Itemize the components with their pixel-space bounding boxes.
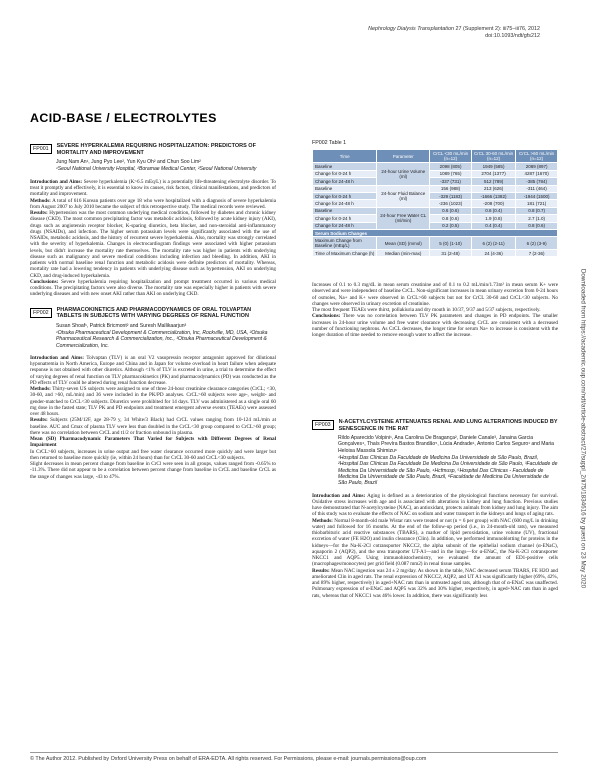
table-cell: Change for 0-24 h <box>313 192 377 199</box>
abstract-paragraph <box>312 568 558 599</box>
journal-header <box>0 26 540 40</box>
abstract-fp003 <box>312 419 558 599</box>
table-row <box>313 222 558 229</box>
journal-name: Nephrology Dialysis Transplantation <box>368 26 454 32</box>
table-cell: -1944 (1500) <box>516 192 558 199</box>
abstract-paragraph <box>30 386 276 417</box>
paragraph-label: Conclusions: <box>312 313 341 320</box>
table-cell: -208 (700) <box>471 200 515 207</box>
paragraph-text: Normal 8-month-old male Wistar rats were treated or not (n = 6 per group) with NAC (600 mg/L in drinking water) and followed for 16 months. At the end of the follow-up period (i.e., in 24-month-old rats), we measured thiobarbituric acid reactive substances (TBARS), a marker of lipid peroxidation, urine volume (UV), fractional excretion of water (FE H2O) and inulin clearance (Clin). In addition, we performed immunoblotting for proteins in the kidneys—for the Na-K-2Cl cotransporter NKCC2, the alpha subunit of the epithelial sodium channel (α-ENaC), aquaporin 2 (AQP2), and the urea transporter UT-A1—and in the lungs—for α-ENaC, the Na-K-2Cl cotransporter NKCC1 and AQP5. Using immunohistochemistry, we evaluated the amount of ED1-positive cells (macrophages/monocytes) per grid field (0.087 mm2) in renal tissue samples. <box>312 517 558 568</box>
paragraph-text: The most frequent TEAEs were thirst, pollakiuria and dry mouth in 10/37, 9/37 and 5/37 subjects, respectively. <box>312 307 541 313</box>
table-cell: 6 (2) (2-11) <box>471 237 515 250</box>
paragraph-text: Mean NAC ingestion was 24 ± 2 mg/day. As shown in the table, NAC decreased serum TBARS, FE H2O and ameliorated Clin in aged rats. The renal expression of NKCC2, AQP2, and UT A1 was significantly higher (69%, 42%, and 89% higher, respectively) in aged+NAC rats than in untreated aged rats, although that of α-ENaC was unaffected. Pulmonary expression of α-ENaC and AQP5 was 32% and 30% higher, respectively, in aged+NAC rats than in aged rats, whereas that of NKCC1 was 46% lower. In addition, there was significantly less <box>312 567 558 599</box>
paragraph-label: Introduction and Aims: <box>30 178 83 185</box>
left-column <box>30 143 276 480</box>
paragraph-text: There was no correlation between TLV PK parameters and changes in PD endpoints. The smaller increases in 24-hour urine volume and free water clearance with decreasing CrCL are consistent with a decreased number of functioning nephrons. As CrCL decreases, the longer time for serum Na+ to increase is consistent with the longer duration of time needed to remove enough water to affect the increase. <box>312 313 558 338</box>
table-cell: 0.6 (0.6) <box>430 207 472 214</box>
table-cell: Mean (SD) (mmol) <box>377 237 430 250</box>
abstract-header <box>312 419 558 432</box>
paragraph-text: A total of 616 Korean patients over age 18 who were hospitalized with a diagnosis of severe hyperkalemia from August 2007 to July 2010 became the subject of this retrospective study. The medical records were reviewed. <box>30 197 276 210</box>
download-watermark-text: Downloaded from https://academic.oup.com/ndt/article-abstract/27/suppl_2/ii75/1834616 by guest on 23 May 2020 <box>579 268 587 589</box>
table-cell: Change for 24-48 h <box>313 178 377 185</box>
abstract-fp002 <box>30 307 276 480</box>
abstract-paragraph <box>30 210 276 279</box>
abstract-id: FP003 <box>312 420 334 430</box>
abstract-affiliation: ¹Otsuka Pharmaceutical Development & Commercialization, Inc, Rockville, MD, USA, ²Otsuka Pharmaceutical Research & Commercialization, Inc., ³Otsuka Pharmaceutical Development & Commercialization, Inc. <box>56 330 268 349</box>
paragraph-text: Severe hyperkalemia (K>6.5 mEq/L) is a potentially life-threatening electrolyte disorder. To treat it promptly and effectively, it is essential to know its causes, risk factors, clinical manifestations, and predictors of mortality and improvement. <box>30 178 276 198</box>
abstract-paragraph <box>30 355 276 386</box>
abstract-title: PHARMACOKINETICS AND PHARMACODYNAMICS OF ORAL TOLVAPTAN TABLETS IN SUBJECTS WITH VARYING DEGREES OF RENAL FUNCTION <box>56 306 252 320</box>
table-row <box>313 163 558 170</box>
paragraph-text: Tolvaptan (TLV) is an oral V2 vasopressin receptor antagonist approved for dilutional hyponatremia in North America, Europe and China and in Japan for volume overload in heart failure when adequate response is not obtained with other diuretics. Although <1% of TLV is excreted in urine, a trial to determine the effect of varying degrees of renal function on TLV pharmacokinetics (PK) and pharmacodynamics (PD) was conducted as the PD effects of TLV could be altered during renal function decrease. <box>30 354 276 386</box>
table-cell: Median (min-max) <box>377 249 430 256</box>
abstract-title: SEVERE HYPERKALEMIA REQUIRING HOSPITALIZATION: PREDICTORS OF MORTALITY AND IMPROVEMENT <box>56 143 256 156</box>
abstract-paragraph <box>312 493 558 518</box>
abstract-fp001 <box>30 143 276 298</box>
table-header-row <box>313 150 558 163</box>
table-cell: 1949 (585) <box>471 163 515 170</box>
section-title: ACID-BASE / ELECTROLYTES <box>30 111 217 125</box>
fp002-table <box>312 140 558 257</box>
table-cell: 24 (4-36) <box>471 249 515 256</box>
table-cell: -236 (1023) <box>430 200 472 207</box>
paragraph-label: Introduction and Aims: <box>30 354 84 361</box>
table-cell: 24-hour Fluid Balance (ml) <box>377 185 430 207</box>
table-cell: Change for 24-48 h <box>313 200 377 207</box>
table-cell: Change for 0-24 h <box>313 215 377 222</box>
abstract-paragraph <box>30 436 276 461</box>
table-cell: -385 (784) <box>516 178 558 185</box>
table-row <box>313 249 558 256</box>
table-cell: 2704 (1377) <box>471 170 515 177</box>
table-caption: FP002 Table 1 <box>312 140 347 146</box>
table-row <box>313 200 558 207</box>
abstract-paragraph <box>312 282 558 307</box>
abstract-authors: Jung Nam An¹, Jung Pyo Lee², Yun Kyu Oh² and Chun Soo Lim² <box>56 159 201 166</box>
table-cell: -329 (1183) <box>430 192 472 199</box>
journal-citation <box>0 26 540 33</box>
table-cell: 2098 (805) <box>430 163 472 170</box>
abstract-authors: Rildo Aparecido Volpini¹, Ana Carolina De Bragança², Daniele Canale³, Janaina Garcia Gonçalves⁴, Thaís Prevíra Bastos Brandão⁵, Lúcia Andrade¹, Antonio Carlos Seguro¹ and Maria Heloisa Massola Shimizu⁶ <box>338 435 554 454</box>
table-cell: Baseline <box>313 185 377 192</box>
table-cell: 0.8 (0.7) <box>516 207 558 214</box>
journal-issue: 27 (Supplement 2): iii75–iii76, 2012 <box>455 26 540 32</box>
table-cell: 0.2 (0.5) <box>430 222 472 229</box>
table-row <box>313 178 558 185</box>
table-cell: 6 (2) (3-9) <box>516 237 558 250</box>
table-cell: 31 (2-48) <box>430 249 472 256</box>
paragraph-text: Aging is defined as a deterioration of the physiological functions necessary for survival. Oxidative stress increases with age and is associated with alterations in kidney and lung function. Previous studies have demonstrated that N-acetylcysteine (NAC), an antioxidant, protects animals from kidney and lung injury. The aim of this study was to evaluate the effects of NAC on sodium and water transport in the kidneys and lungs of aging rats. <box>312 492 558 518</box>
table-row <box>313 170 558 177</box>
abstract-affiliation: ¹Hospital Das Clínicas Da Faculdade de Medicina Da Universidade de São Paulo, Brazil, ²Hospital Das Clínicas Da Faculdade De Medicina Da Universidade de São Paulo, ³Faculdade de Medicina Da Universidade de São Paulo, ⁴Hcfmusp, ⁵Hospital Das Clínicas - Faculdade de Medicina Da Universidade de São Paulo, Brazil, ⁶Faculdade de Medicina Da Universidade de São Paulo, Brazil <box>338 455 558 487</box>
paragraph-label: Results: <box>30 417 48 424</box>
abstract-paragraph <box>30 461 276 480</box>
table-cell: -311 (464) <box>516 185 558 192</box>
abstract-affiliation: ¹Seoul National University Hospital, ²Boramae Medical Center, ²Seoul National University <box>56 166 257 173</box>
abstract-paragraph <box>30 179 276 198</box>
table-cell: Baseline <box>313 207 377 214</box>
table-group-row <box>313 229 558 236</box>
paragraph-label: Methods: <box>30 386 51 393</box>
paragraph-label: Results: <box>312 567 330 574</box>
paragraph-text: Severe hyperkalemia requiring hospitalization and prompt treatment occurred in various medical conditions. The precipitating factors were also diverse. The mortality rate was especially higher in patients with severe underlying diseases and with new onset AKI rather than AKI on underlying CKD. <box>30 278 276 298</box>
data-table <box>312 149 558 257</box>
table-cell: 213 (626) <box>471 185 515 192</box>
abstract-paragraph <box>30 417 276 436</box>
paragraph-subheading: Mean (SD) Pharmacodynamic Parameters That Varied for Subjects with Different Degrees of Renal Impairment <box>30 436 276 449</box>
table-group-label: Serum Sodium Changes <box>313 229 558 236</box>
table-cell: 7 (2-36) <box>516 249 558 256</box>
paragraph-text: Increases of 0.1 to 0.3 mg/dL in mean serum creatinine and of 0.1 to 0.2 mL/min/1.73m² in mean serum K+ were observed and were independent of baseline CrCL. Non-significant increases in mean urinary excretion from 0-24 hours of osmoles, Na+ and K+ were observed in CrCL>60 subjects but not for CrCL 30-60 and CrCL<30 subjects. No changes were observed in urinary excretion of creatinine. <box>312 282 558 307</box>
table-cell: Change for 0-24 h <box>313 170 377 177</box>
abstract-paragraph <box>312 313 558 338</box>
table-cell: 1.9 (0.8) <box>471 215 515 222</box>
abstract-paragraph <box>30 198 276 211</box>
table-cell: 0.8 (0.6) <box>430 215 472 222</box>
table-cell: -337 (731) <box>430 178 472 185</box>
paragraph-label: Methods: <box>312 517 333 524</box>
table-header-cell: CrCL >60 mL/min (n=12) <box>516 150 558 163</box>
paragraph-label: Results: <box>30 210 48 217</box>
paragraph-text: In CrCL>60 subjects, increases in urine output and free water clearance occurred more quickly and were larger but then returned to baseline more quickly (ie, within 24 hours) than for CrCL 30-60 and CrCL<30 subjects. <box>30 448 276 461</box>
table-cell: Change for 24-48 h <box>313 222 377 229</box>
fp002-continuation <box>312 282 558 338</box>
table-cell: 0.4 (0.4) <box>471 222 515 229</box>
table-cell: 4287 (1670) <box>516 170 558 177</box>
journal-doi[interactable]: doi:10.1093/ndt/gfs212 <box>485 33 540 40</box>
paragraph-label: Methods: <box>30 197 51 204</box>
paragraph-label: Conclusions: <box>30 278 59 285</box>
paragraph-text: Slight decreases in mean percent change from baseline in CrCl were seen in all groups, values ranged from -0.65% to -11.3%. There did not appear to be a correlation between percent change from baseline in CrCL and baseline CrCL as the range of changes was large, -43 to 47%. <box>30 461 276 480</box>
table-cell: 2089 (897) <box>516 163 558 170</box>
copyright-footer: © The Author 2012. Published by Oxford University Press on behalf of ERA-EDTA. All rights reserved. For Permissions, please e-mail: journals.permissions@oup.com <box>30 752 558 762</box>
abstract-paragraph <box>30 279 276 298</box>
table-cell: 0.6 (0.4) <box>471 207 515 214</box>
table-cell: Baseline <box>313 163 377 170</box>
abstract-id: FP001 <box>30 144 52 154</box>
paragraph-text: Hypertension was the most common underlying medical condition, followed by diabetes and chronic kidney disease (CKD). The most common precipitating factor was metabolic acidosis, followed by acute kidney injury (AKI), drugs such as angiotensin receptor blocker, K-sparing diuretics, beta blocker, and non-steroidal anti-inflammatory drugs (NSAIDs), and infection. The higher serum potassium levels were significantly associated with the use of NSAIDs, metabolic acidosis, and the history of recurrent severe hyperkalemia. Also, mortality was strongly correlated with the severity of hyperkalemia. Changes in electrocardiogram findings were associated with higher potassium levels, but didn't increase the mortality rate themselves. The mortality rate was higher in patients with underlying disease such as malignancy and severe medical conditions including infection and bleeding. In addition, AKI in patients with normal baseline renal function and metabolic acidosis were definite predictors of mortality. Whereas, mortality rate had a lowering tendency in patients with underlying disease such as hypertension, AKI on underlying CKD, and drug-induced hyperkalemia. <box>30 210 276 279</box>
table-cell: 5 (0) (1-10) <box>430 237 472 250</box>
table-row <box>313 237 558 250</box>
table-cell: 512 (789) <box>471 178 515 185</box>
abstract-authors: Susan Shoaf¹, Patrick Bricmont² and Suresh Mallikaarjun³ <box>56 322 187 329</box>
paragraph-text: Thirty-seven US subjects were assigned to one of three 24-hour creatinine clearance categories (CrCL; <30, 30-60, and >60, mL/min) and 36 were included in the PK/PD analyses. CrCL>60 subjects were age-, weight- and gender-matched to CrCL<30 subjects. Diuretics were prohibited for 14 days. TLV was administered as a single oral 60 mg dose in the fasted state; TLV PK and PD endpoints and treatment emergent adverse events (TEAEs) were assessed over 48 hours. <box>30 386 276 418</box>
table-cell: Maximum Change from Baseline (mEq/L) <box>313 237 377 250</box>
table-cell: 24-hour Free Water CL (ml/min) <box>377 207 430 229</box>
table-cell: -1666 (1382) <box>471 192 515 199</box>
table-cell: Time of Maximum Change (h) <box>313 249 377 256</box>
table-header-cell: Time <box>313 150 377 163</box>
table-cell: 0.8 (0.6) <box>516 222 558 229</box>
abstract-title: N-ACETYLCYSTEINE ATTENUATES RENAL AND LUNG ALTERATIONS INDUCED BY SENESCENCE IN THE RAT <box>338 419 558 432</box>
table-header-cell: CrCL <30 mL/min (n=12) <box>430 150 472 163</box>
table-cell: 2.7 (1.0) <box>516 215 558 222</box>
table-row <box>313 207 558 214</box>
paragraph-text: Subjects (25M/12F, age 28-79 y, 34 White/3 Black) had CrCL values ranging from 10-124 mL/min at baseline. AUC and Cmax of plasma TLV were less than doubled in the CrCL<30 group compared to CrCL>60 group; there was no correlation between CrCL and t1/2 or fraction unbound in plasma. <box>30 417 276 436</box>
paragraph-label: Introduction and Aims: <box>312 492 366 499</box>
table-cell: 1089 (765) <box>430 170 472 177</box>
abstract-header <box>30 143 276 156</box>
table-cell: 181 (721) <box>516 200 558 207</box>
table-cell: 24-hour Urine Volume (ml) <box>377 163 430 185</box>
table-row <box>313 192 558 199</box>
table-row <box>313 215 558 222</box>
abstract-id: FP002 <box>30 308 52 318</box>
table-header-cell: Parameter <box>377 150 430 163</box>
abstract-header <box>30 307 276 320</box>
abstract-paragraph <box>312 518 558 568</box>
table-header-cell: CrCL 30-60 mL/min (n=12) <box>471 150 515 163</box>
table-cell: 156 (988) <box>430 185 472 192</box>
table-row <box>313 185 558 192</box>
